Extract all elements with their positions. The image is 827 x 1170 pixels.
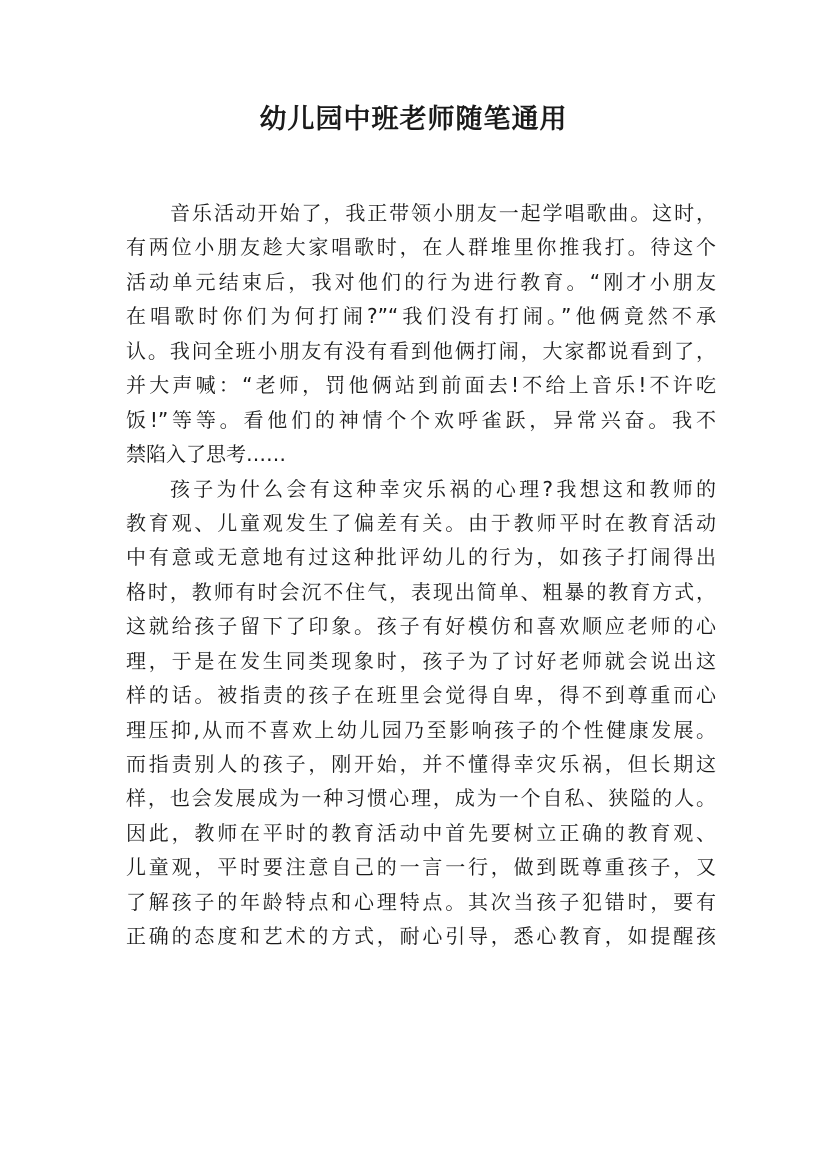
paragraph-line: 教育观、儿童观发生了偏差有关。由于教师平时在教育活动 <box>126 510 716 535</box>
paragraph-line: 因此，教师在平时的教育活动中首先要树立正确的教育观、 <box>126 820 716 845</box>
paragraph-line: 活动单元结束后，我对他们的行为进行教育。“刚才小朋友 <box>126 269 716 294</box>
paragraph-line: 饭!”等等。看他们的神情个个欢呼雀跃，异常兴奋。我不 <box>126 407 716 432</box>
paragraph-line: 这就给孩子留下了印象。孩子有好模仿和喜欢顺应老师的心 <box>126 614 716 639</box>
paragraph-line: 并大声喊：“老师，罚他俩站到前面去!不给上音乐!不许吃 <box>126 373 716 398</box>
paragraph-line: 在唱歌时你们为何打闹?”“我们没有打闹。”他俩竟然不承 <box>126 304 716 329</box>
paragraph-line: 样，也会发展成为一种习惯心理，成为一个自私、狭隘的人。 <box>126 786 716 811</box>
paragraph-line: 格时，教师有时会沉不住气，表现出简单、粗暴的教育方式， <box>126 579 716 604</box>
paragraph-line: 理，于是在发生同类现象时，孩子为了讨好老师就会说出这 <box>126 648 716 673</box>
paragraph-line: 禁陷入了思考…… <box>126 442 286 467</box>
paragraph-line: 而指责别人的孩子，刚开始，并不懂得幸灾乐祸，但长期这 <box>126 752 716 776</box>
paragraph-line: 音乐活动开始了，我正带领小朋友一起学唱歌曲。这时， <box>170 201 716 225</box>
paragraph-line: 了解孩子的年龄特点和心理特点。其次当孩子犯错时，要有 <box>126 889 716 914</box>
paragraph-line: 正确的态度和艺术的方式，耐心引导，悉心教育，如提醒孩 <box>126 924 716 949</box>
paragraph-line: 儿童观，平时要注意自己的一言一行，做到既尊重孩子，又 <box>126 855 716 880</box>
paragraph-line: 中有意或无意地有过这种批评幼儿的行为，如孩子打闹得出 <box>126 545 716 570</box>
paragraph-line: 有两位小朋友趁大家唱歌时，在人群堆里你推我打。待这个 <box>126 235 716 260</box>
paragraph-line: 样的话。被指责的孩子在班里会觉得自卑，得不到尊重而心 <box>126 683 716 708</box>
paragraph-line: 理压抑,从而不喜欢上幼儿园乃至影响孩子的个性健康发展。 <box>126 717 716 742</box>
paragraph-line: 认。我问全班小朋友有没有看到他俩打闹，大家都说看到了， <box>126 338 716 363</box>
document-body <box>126 196 716 954</box>
document-title: 幼儿园中班老师随笔通用 <box>259 104 568 135</box>
paragraph-line: 孩子为什么会有这种幸灾乐祸的心理?我想这和教师的 <box>170 476 716 501</box>
